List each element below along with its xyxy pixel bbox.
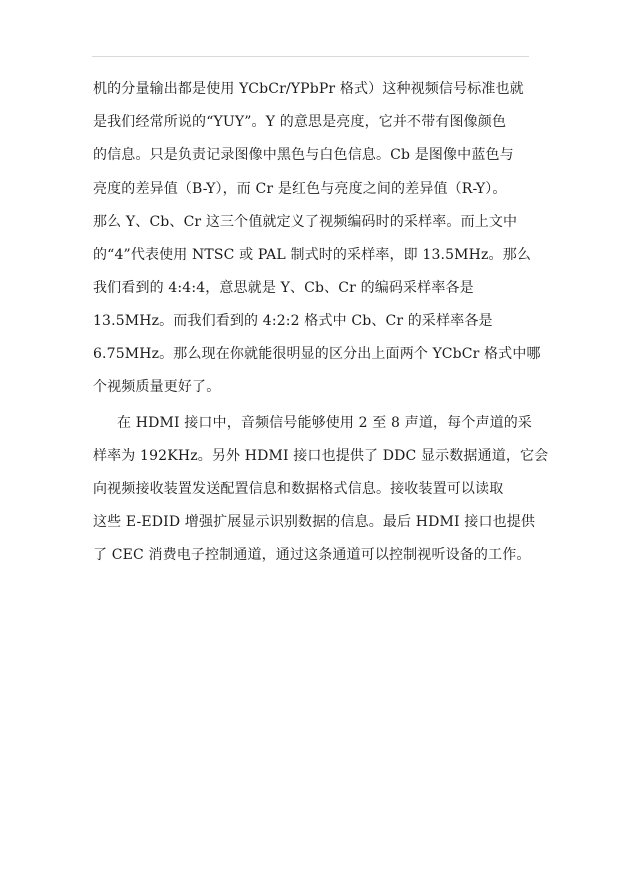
paragraph2-line-5: 了 CEC 消费电子控制通道，通过这条通道可以控制视听设备的工作。 [93,547,531,563]
header-divider [92,56,529,57]
paragraph1-line-2: 是我们经常所说的“YUY”。Y 的意思是亮度，它并不带有图像颜色 [93,114,507,130]
paragraph2-line-2: 样率为 192KHz。另外 HDMI 接口也提供了 DDC 显示数据通道，它会 [93,448,549,464]
paragraph2-line-1: 在 HDMI 接口中，音频信号能够使用 2 至 8 声道，每个声道的采 [117,415,533,431]
paragraph1-line-7: 我们看到的 4:4:4，意思就是 Y、Cb、Cr 的编码采样率各是 [93,280,474,296]
paragraph2-line-4: 这些 E-EDID 增强扩展显示识别数据的信息。最后 HDMI 接口也提供 [93,514,536,530]
paragraph1-line-8: 13.5MHz。而我们看到的 4:2:2 格式中 Cb、Cr 的采样率各是 [93,313,493,329]
paragraph2-line-3: 向视频接收装置发送配置信息和数据格式信息。接收装置可以读取 [93,481,504,497]
paragraph1-line-9: 6.75MHz。那么现在你就能很明显的区分出上面两个 YCbCr 格式中哪 [93,346,541,362]
paragraph1-line-4: 亮度的差异值（B-Y），而 Cr 是红色与亮度之间的差异值（R-Y）。 [93,181,507,197]
paragraph1-line-6: 的“4”代表使用 NTSC 或 PAL 制式时的采样率，即 13.5MHz。那么 [93,247,531,263]
paragraph1-line-10: 个视频质量更好了。 [93,379,221,395]
paragraph1-line-5: 那么 Y、Cb、Cr 这三个值就定义了视频编码时的采样率。而上文中 [93,214,518,230]
paragraph1-line-1: 机的分量输出都是使用 YCbCr/YPbPr 格式）这种视频信号标准也就 [93,81,524,97]
paragraph1-line-3: 的信息。只是负责记录图像中黑色与白色信息。Cb 是图像中蓝色与 [93,147,514,163]
